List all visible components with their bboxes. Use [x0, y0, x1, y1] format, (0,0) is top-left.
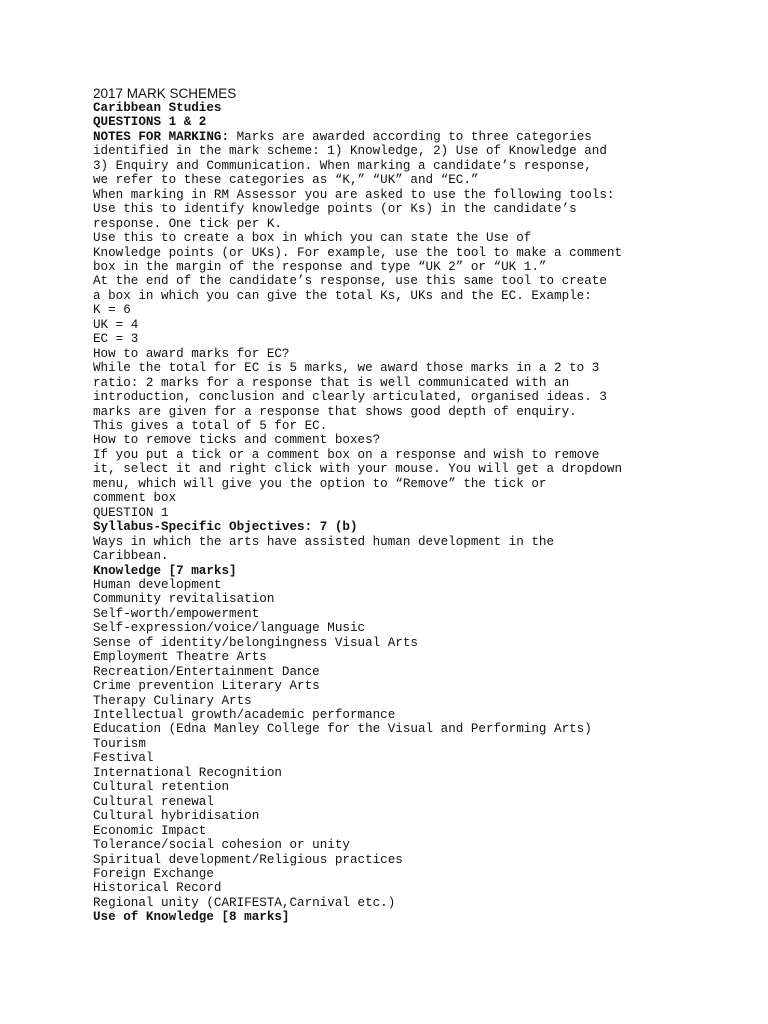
- text-line: introduction, conclusion and clearly articulated, organised ideas. 3: [93, 390, 607, 405]
- document-page: [93, 86, 733, 925]
- text-line: Spiritual development/Religious practices: [93, 852, 403, 867]
- bold-lead-text: NOTES FOR MARKING:: [93, 129, 230, 144]
- text-line: Knowledge points (or UKs). For example, use the tool to make a comment: [93, 245, 623, 260]
- text-line: Ways in which the arts have assisted human development in the: [93, 534, 555, 549]
- text-line: menu, which will give you the option to “Remove” the tick or: [93, 476, 547, 491]
- document-title: 2017 MARK SCHEMES: [93, 86, 237, 101]
- text-line: identified in the mark scheme: 1) Knowledge, 2) Use of Knowledge and: [93, 144, 607, 159]
- text-line: Regional unity (CARIFESTA,Carnival etc.): [93, 895, 396, 910]
- text-line: marks are given for a response that shows good depth of enquiry.: [93, 404, 577, 419]
- text-line: 3) Enquiry and Communication. When marking a candidate’s response,: [93, 158, 592, 173]
- text-line: Cultural renewal: [93, 794, 214, 809]
- text-line: K = 6: [93, 303, 131, 318]
- text-line: we refer to these categories as “K,” “UK” and “EC.”: [93, 173, 479, 188]
- text-line: International Recognition: [93, 765, 282, 780]
- text-line: ratio: 2 marks for a response that is well communicated with an: [93, 375, 570, 390]
- text-line: Self-expression/voice/language Music: [93, 621, 366, 636]
- text-line: UK = 4: [93, 317, 139, 332]
- text-line: When marking in RM Assessor you are asked to use the following tools:: [93, 187, 615, 202]
- text-line: Economic Impact: [93, 823, 207, 838]
- text-line: While the total for EC is 5 marks, we award those marks in a 2 to 3: [93, 361, 600, 376]
- text-line: Use this to identify knowledge points (or Ks) in the candidate’s: [93, 202, 577, 217]
- text-line: Education (Edna Manley College for the Visual and Performing Arts): [93, 722, 592, 737]
- text-line: QUESTIONS 1 & 2: [93, 115, 207, 130]
- text-line: How to award marks for EC?: [93, 346, 290, 361]
- text-line: Community revitalisation: [93, 592, 275, 607]
- text-line: Tolerance/social cohesion or unity: [93, 838, 350, 853]
- text-line: comment box: [93, 491, 177, 506]
- text-line: At the end of the candidate’s response, use this same tool to create: [93, 274, 607, 289]
- line-text: Marks are awarded according to three categories: [229, 129, 592, 144]
- text-line: Caribbean.: [93, 549, 169, 564]
- text-line: Recreation/Entertainment Dance: [93, 664, 320, 679]
- text-line: Use this to create a box in which you can state the Use of: [93, 231, 532, 246]
- text-line: Self-worth/empowerment: [93, 606, 260, 621]
- text-line: QUESTION 1: [93, 505, 169, 520]
- text-line: Employment Theatre Arts: [93, 650, 267, 665]
- text-line: Historical Record: [93, 881, 222, 896]
- text-line: Foreign Exchange: [93, 867, 214, 882]
- text-line: response. One tick per K.: [93, 216, 282, 231]
- text-line: Tourism: [93, 736, 146, 751]
- text-line: EC = 3: [93, 332, 139, 347]
- text-line: Caribbean Studies: [93, 101, 222, 115]
- text-line: Cultural retention: [93, 780, 230, 795]
- text-line: If you put a tick or a comment box on a response and wish to remove: [93, 447, 600, 462]
- text-line: Therapy Culinary Arts: [93, 693, 252, 708]
- text-line: box in the margin of the response and type “UK 2” or “UK 1.”: [93, 259, 547, 274]
- text-line: Human development: [93, 577, 222, 592]
- text-line: Intellectual growth/academic performance: [93, 708, 396, 723]
- text-line: Knowledge [7 marks]: [93, 563, 237, 578]
- text-line: Syllabus-Specific Objectives: 7 (b): [93, 520, 358, 535]
- text-line: Cultural hybridisation: [93, 809, 260, 824]
- text-line: Crime prevention Literary Arts: [93, 679, 320, 694]
- text-line: Festival: [93, 751, 154, 766]
- text-line: a box in which you can give the total Ks, UKs and the EC. Example:: [93, 288, 592, 303]
- text-line: it, select it and right click with your mouse. You will get a dropdown: [93, 462, 623, 477]
- text-line: Use of Knowledge [8 marks]: [93, 910, 290, 925]
- document-body: [93, 101, 733, 925]
- text-line: How to remove ticks and comment boxes?: [93, 433, 381, 448]
- text-line: This gives a total of 5 for EC.: [93, 418, 328, 433]
- text-line: Sense of identity/belongingness Visual Arts: [93, 635, 418, 650]
- text-line: [93, 130, 733, 144]
